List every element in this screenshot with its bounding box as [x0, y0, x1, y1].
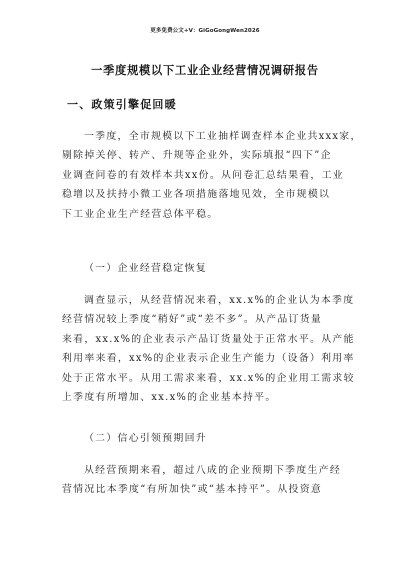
paragraph-line: 一季度，全市规模以下工业抽样调查样本企业共xxx家， — [84, 131, 362, 142]
paragraph-line: 营情况比本季度“有所加快”或“基本持平”。从投资意 — [62, 484, 323, 496]
paragraph-line: 从经营预期来看，超过八成的企业预期下季度生产经 — [84, 465, 342, 476]
paragraph-line: 上季度有所增加、xx.x%的企业基本持平。 — [62, 391, 277, 403]
paragraph-line: 调查显示，从经营情况来看，xx.x%的企业认为本季度 — [84, 295, 355, 306]
paragraph-line: 经营情况较上季度“稍好”或“差不多”。从产品订货量 — [62, 314, 323, 326]
paragraph-line: 利用率来看，xx%的企业表示企业生产能力（设备）利用率 — [62, 353, 355, 365]
operations-paragraph — [62, 291, 354, 407]
paragraph-line: 剔除掉关停、转产、升规等企业外，实际填报“四下”企 — [62, 150, 332, 162]
paragraph-line: 稳增以及扶持小微工业各项措施落地见效，全市规模以 — [62, 189, 331, 201]
header-note: 更多免费公文+V：GiGoGongWen2026 — [150, 28, 260, 34]
paragraph-line: 下工业企业生产经营总体平稳。 — [62, 208, 219, 220]
paragraph-line: 业调查问卷的有效样本共xx份。从问卷汇总结果看，工业 — [62, 169, 344, 181]
section-heading-1: 一、政策引擎促回暖 — [67, 98, 177, 111]
expectations-paragraph — [62, 461, 354, 500]
intro-paragraph — [62, 127, 362, 224]
document-title: 一季度规模以下工业企业经营情况调研报告 — [91, 63, 319, 77]
sub-heading-1: （一）企业经营稳定恢复 — [84, 263, 207, 274]
paragraph-line: 处于正常水平。从用工需求来看，xx.x%的企业用工需求较 — [62, 372, 355, 384]
sub-heading-2: （二）信心引领预期回升 — [84, 433, 207, 444]
paragraph-line: 来看，xx.x%的企业表示产品订货量处于正常水平。从产能 — [62, 333, 355, 345]
